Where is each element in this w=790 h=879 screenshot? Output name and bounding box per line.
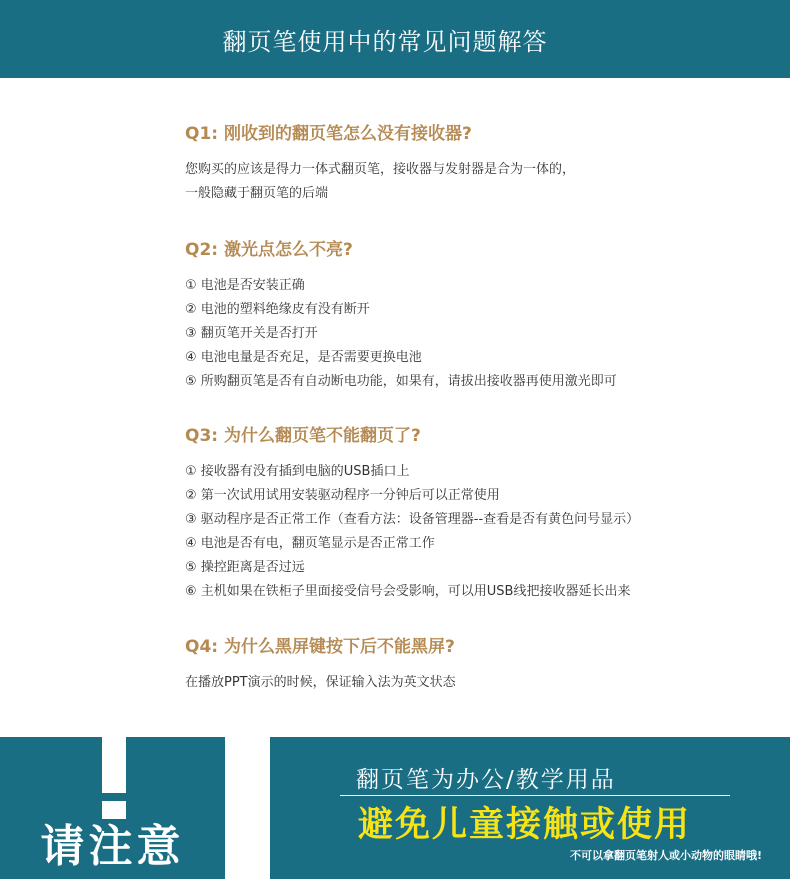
faq-question: Q4: 为什么黑屏键按下后不能黑屏? (185, 637, 455, 657)
answer-line: ⑥ 主机如果在铁柜子里面接受信号会受影响，可以用USB线把接收器延长出来 (185, 584, 631, 599)
answer-line: ① 接收器有没有插到电脑的USB插口上 (185, 464, 410, 479)
answer-line: ④ 电池电量是否充足，是否需要更换电池 (185, 350, 422, 365)
faq-item (185, 123, 765, 206)
warning-line-usage: 翻页笔为办公/教学用品 (356, 767, 616, 793)
answer-line: ⑤ 所购翻页笔是否有自动断电功能，如果有，请拔出接收器再使用激光即可 (185, 374, 617, 389)
exclamation-icon (102, 737, 126, 793)
faq-answer (185, 158, 765, 206)
faq-answer (185, 671, 765, 695)
divider (340, 795, 730, 796)
faq-item (185, 425, 765, 604)
answer-line: ④ 电池是否有电，翻页笔显示是否正常工作 (185, 536, 435, 551)
answer-line: ① 电池是否安装正确 (185, 278, 305, 293)
faq-question: Q1: 刚收到的翻页笔怎么没有接收器? (185, 124, 472, 144)
page-title: 翻页笔使用中的常见问题解答 (222, 27, 548, 56)
answer-line: ⑤ 操控距离是否过远 (185, 560, 305, 575)
warning-panel (270, 737, 790, 879)
warning-line-eyes: 不可以拿翻页笔射人或小动物的眼睛哦! (569, 849, 762, 862)
answer-line: 您购买的应该是得力一体式翻页笔，接收器与发射器是合为一体的， (185, 162, 576, 177)
faq-question: Q2: 激光点怎么不亮? (185, 240, 353, 260)
faq-answer (185, 460, 765, 604)
faq-question: Q3: 为什么翻页笔不能翻页了? (185, 426, 421, 446)
notice-panel (0, 737, 225, 879)
faq-item (185, 636, 765, 695)
answer-line: 一般隐藏于翻页笔的后端 (185, 186, 329, 201)
answer-line: ③ 翻页笔开关是否打开 (185, 326, 318, 341)
answer-line: ② 电池的塑料绝缘皮有没有断开 (185, 302, 370, 317)
answer-line: 在播放PPT演示的时候，保证输入法为英文状态 (185, 675, 456, 690)
notice-label: 请注意 (40, 821, 185, 872)
warning-line-children: 避免儿童接触或使用 (358, 805, 692, 845)
page-header (0, 0, 790, 78)
faq-item (185, 239, 765, 394)
answer-line: ③ 驱动程序是否正常工作（查看方法：设备管理器--查看是否有黄色问号显示） (185, 512, 640, 527)
exclamation-dot-icon (102, 801, 126, 819)
faq-answer (185, 274, 765, 394)
answer-line: ② 第一次试用试用安装驱动程序一分钟后可以正常使用 (185, 488, 500, 503)
